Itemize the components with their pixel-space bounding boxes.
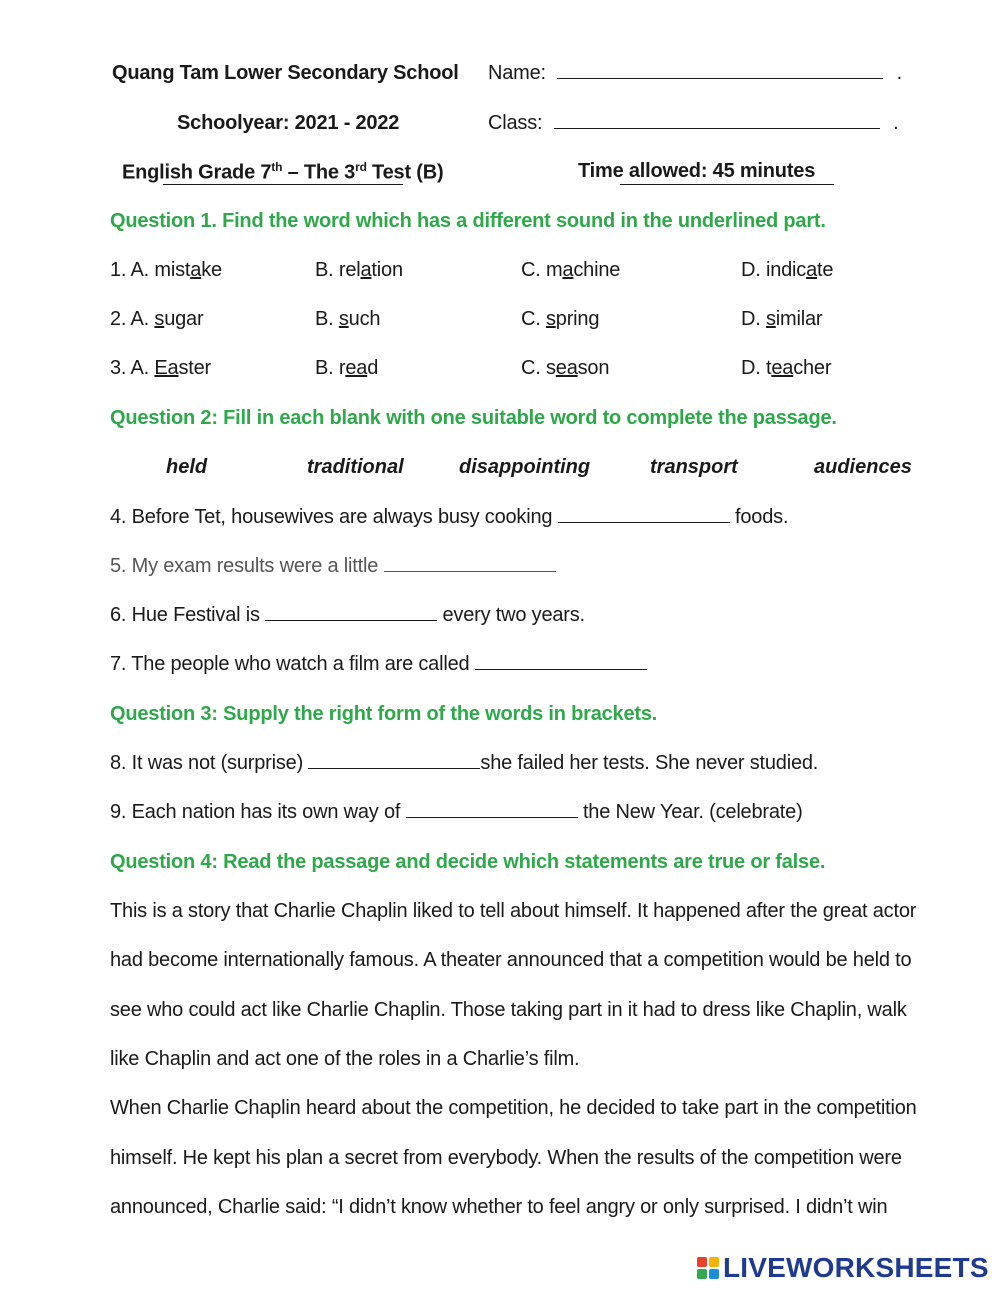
passage-line-5: When Charlie Chaplin heard about the competition, he decided to take part in the competition [110,1097,917,1119]
name-dot: . [896,62,902,84]
passage-line-2: had become internationally famous. A theater announced that a competition would be held to [110,949,912,971]
q3-item-8: 8. It was not (surprise) she failed her tests. She never studied. [110,752,819,774]
blank-5[interactable] [384,555,556,572]
q1-r1-c[interactable]: C. machine [521,259,621,281]
title-underline [163,184,403,185]
word-bank-audiences: audiences [814,456,912,478]
title-sup: th [271,160,283,174]
q1-r3-d[interactable]: D. teacher [741,357,832,379]
q4-heading: Question 4: Read the passage and decide which statements are true or false. [110,851,826,873]
word-bank-held: held [166,456,208,478]
title-part-a: English Grade 7 [122,161,272,184]
class-blank[interactable] [554,112,880,129]
schoolyear: Schoolyear: 2021 - 2022 [177,112,400,134]
q1-heading: Question 1. Find the word which has a different sound in the underlined part. [110,210,826,232]
passage-line-4: like Chaplin and act one of the roles in a Charlie’s film. [110,1048,580,1070]
q1-r2-c[interactable]: C. spring [521,308,600,330]
q3-item-9: 9. Each nation has its own way of the New Year. (celebrate) [110,801,803,823]
passage-line-7: announced, Charlie said: “I didn’t know whether to feel angry or only surprised. I didn’t win [110,1196,888,1218]
blank-9[interactable] [406,801,578,818]
school-name: Quang Tam Lower Secondary School [112,62,459,84]
word-bank-traditional: traditional [307,456,404,478]
class-dot: . [893,112,899,134]
passage-line-1: This is a story that Charlie Chaplin liked to tell about himself. It happened after the great actor [110,900,917,922]
q1-r2-a[interactable]: 2. A. sugar [110,308,204,330]
word-bank-disappointing: disappointing [459,456,591,478]
passage-line-6: himself. He kept his plan a secret from everybody. When the results of the competition were [110,1147,902,1169]
logo-text: LIVEWORKSHEETS [723,1252,989,1283]
q2-item-4: 4. Before Tet, housewives are always busy cooking foods. [110,506,789,528]
name-label: Name: [488,62,546,84]
blank-6[interactable] [265,604,437,621]
time-allowed: Time allowed: 45 minutes [578,160,816,182]
time-underline [620,184,834,185]
name-field[interactable] [488,62,902,85]
blank-7[interactable] [475,653,647,670]
word-bank-transport: transport [650,456,738,478]
q1-r2-b[interactable]: B. such [315,308,381,330]
q1-r1-d[interactable]: D. indicate [741,259,834,281]
q3-heading: Question 3: Supply the right form of the words in brackets. [110,703,658,725]
q2-item-7: 7. The people who watch a film are called [110,653,647,676]
q1-r3-a[interactable]: 3. A. Easter [110,357,212,379]
passage-line-3: see who could act like Charlie Chaplin. Those taking part in it had to dress like Chaplin, walk [110,999,907,1021]
logo-tiles-icon [697,1257,719,1279]
q1-r3-c[interactable]: C. season [521,357,610,379]
title-part-c: Test (B) [366,161,444,184]
q2-heading: Question 2: Fill in each blank with one suitable word to complete the passage. [110,407,837,429]
class-label: Class: [488,112,543,134]
title-sup2: rd [355,160,367,174]
blank-4[interactable] [558,506,730,523]
liveworksheets-logo[interactable] [697,1253,989,1283]
q2-item-6: 6. Hue Festival is every two years. [110,604,585,626]
q1-r3-b[interactable]: B. read [315,357,379,379]
q2-item-5: 5. My exam results were a little [110,555,556,578]
name-blank[interactable] [557,62,883,79]
class-field[interactable] [488,112,898,135]
blank-8[interactable] [308,752,480,769]
title-part-b: – The 3 [282,161,356,184]
q1-r1-b[interactable]: B. relation [315,259,403,281]
q1-r1-a[interactable]: 1. A. mistake [110,259,222,281]
test-title [122,160,443,185]
q1-r2-d[interactable]: D. similar [741,308,823,330]
